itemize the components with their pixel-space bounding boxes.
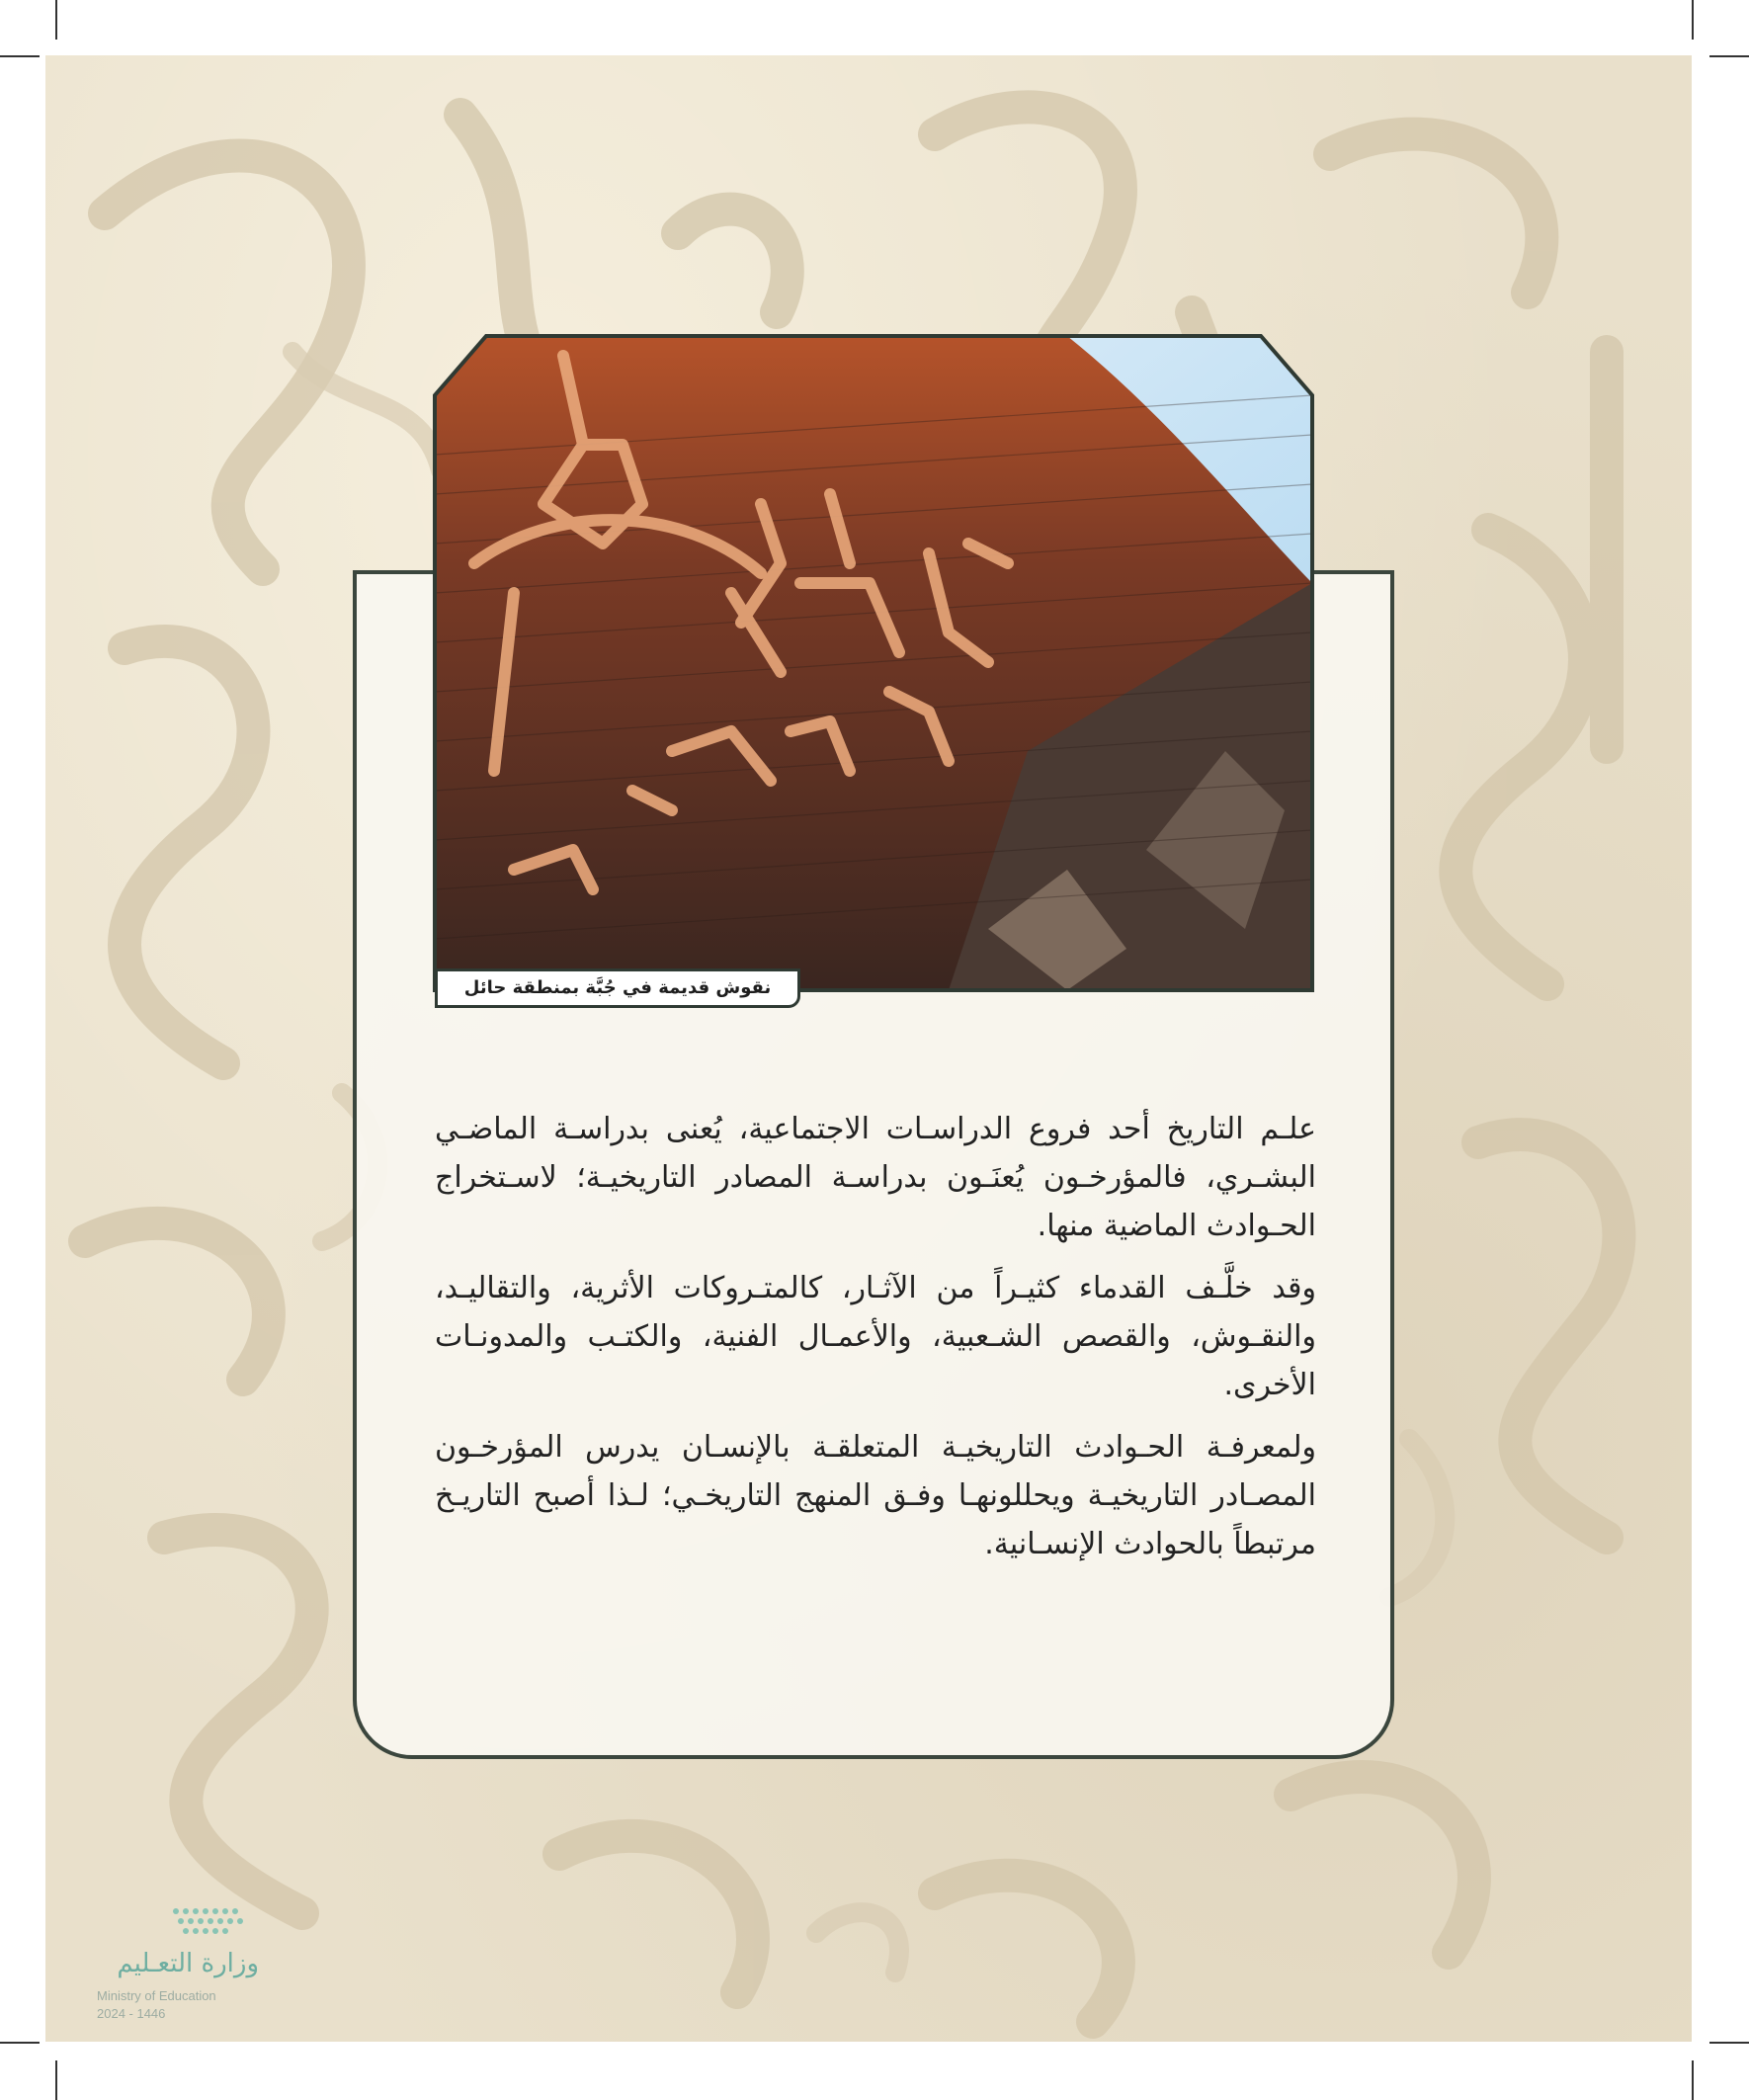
crop-mark <box>1692 0 1694 40</box>
logo-arabic-name: وزارة التعـليم <box>117 1949 259 1978</box>
crop-mark <box>55 2060 57 2100</box>
paragraph: ولمعرفـة الحـوادث التاريخيـة المتعلقـة بالإنسـان يدرس المؤرخـون المصـادر التاريخيـة ويحللونهـا وفـق المنهج التاريخـي؛ لـذا أصبح التاريـخ مرتبطاً بالحوادث الإنسـانية. <box>435 1430 1316 1561</box>
logo-dots-icon <box>170 1905 249 1941</box>
crop-mark <box>1692 2060 1694 2100</box>
logo-english-name: Ministry of Education <box>97 1988 216 2003</box>
paragraph: علـم التاريخ أحد فروع الدراسـات الاجتماعية، يُعنى بدراسـة الماضـي البشـري، فالمؤرخـون يُعنَـون بدراسـة المصادر التاريخيـة؛ لاسـتخراج الحـوادث الماضية منها. <box>435 1112 1316 1243</box>
crop-mark <box>1709 55 1749 57</box>
crop-mark <box>55 0 57 40</box>
ministry-logo <box>91 1905 259 2024</box>
photo-border <box>432 333 1315 993</box>
crop-mark <box>1709 2042 1749 2044</box>
logo-year: 2024 - 1446 <box>97 2006 166 2021</box>
crop-mark <box>0 2042 40 2044</box>
paragraph: وقد خلَّـف القدماء كثيـراً من الآثـار، كالمتـروكات الأثرية، والتقاليـد، والنقـوش، والقصص الشـعبية، والأعمـال الفنية، والكتـب والمدونـات الأخرى. <box>435 1271 1316 1402</box>
photo-caption: نقوش قديمة في جُبَّة بمنطقة حائل <box>435 968 800 1008</box>
crop-mark <box>0 55 40 57</box>
body-text <box>435 1105 1316 1582</box>
